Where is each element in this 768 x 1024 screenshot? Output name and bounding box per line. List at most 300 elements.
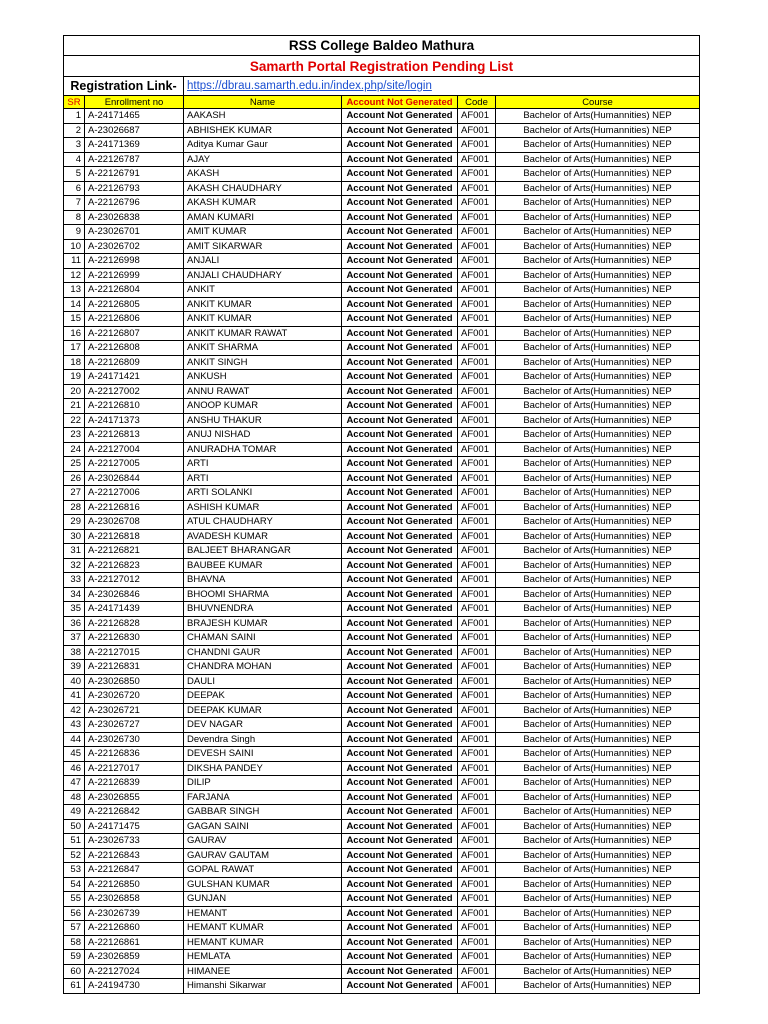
sr-cell: 38 xyxy=(64,645,85,660)
sr-cell: 21 xyxy=(64,399,85,414)
status-cell: Account Not Generated xyxy=(342,355,458,370)
sr-cell: 54 xyxy=(64,877,85,892)
name-cell: DEVESH SAINI xyxy=(184,747,342,762)
course-cell: Bachelor of Arts(Humannities) NEP xyxy=(496,964,700,979)
enrollment-cell: A-22126805 xyxy=(85,297,184,312)
status-cell: Account Not Generated xyxy=(342,283,458,298)
sr-cell: 61 xyxy=(64,979,85,994)
sr-cell: 48 xyxy=(64,790,85,805)
sr-cell: 32 xyxy=(64,558,85,573)
table-row xyxy=(64,790,700,805)
code-cell: AF001 xyxy=(458,602,496,617)
status-cell: Account Not Generated xyxy=(342,747,458,762)
code-cell: AF001 xyxy=(458,370,496,385)
name-cell: GABBAR SINGH xyxy=(184,805,342,820)
table-row xyxy=(64,674,700,689)
course-cell: Bachelor of Arts(Humannities) NEP xyxy=(496,123,700,138)
code-cell: AF001 xyxy=(458,486,496,501)
status-cell: Account Not Generated xyxy=(342,805,458,820)
enrollment-cell: A-22126796 xyxy=(85,196,184,211)
status-cell: Account Not Generated xyxy=(342,674,458,689)
pending-list-table xyxy=(63,35,700,994)
name-cell: AMAN KUMARI xyxy=(184,210,342,225)
sr-cell: 28 xyxy=(64,500,85,515)
enrollment-cell: A-22126836 xyxy=(85,747,184,762)
name-cell: BHOOMI SHARMA xyxy=(184,587,342,602)
sr-cell: 60 xyxy=(64,964,85,979)
course-cell: Bachelor of Arts(Humannities) NEP xyxy=(496,819,700,834)
table-row xyxy=(64,544,700,559)
sr-cell: 55 xyxy=(64,892,85,907)
table-row xyxy=(64,486,700,501)
table-row xyxy=(64,979,700,994)
name-cell: ANSHU THAKUR xyxy=(184,413,342,428)
enrollment-cell: A-22126823 xyxy=(85,558,184,573)
enrollment-cell: A-24171465 xyxy=(85,109,184,124)
enrollment-cell: A-23026720 xyxy=(85,689,184,704)
table-row xyxy=(64,312,700,327)
course-cell: Bachelor of Arts(Humannities) NEP xyxy=(496,848,700,863)
code-cell: AF001 xyxy=(458,500,496,515)
name-cell: AVADESH KUMAR xyxy=(184,529,342,544)
code-cell: AF001 xyxy=(458,631,496,646)
name-cell: ANUJ NISHAD xyxy=(184,428,342,443)
college-title: RSS College Baldeo Mathura xyxy=(64,36,700,56)
name-cell: BHUVNENDRA xyxy=(184,602,342,617)
name-cell: ABHISHEK KUMAR xyxy=(184,123,342,138)
course-cell: Bachelor of Arts(Humannities) NEP xyxy=(496,805,700,820)
table-row xyxy=(64,138,700,153)
enrollment-cell: A-23026859 xyxy=(85,950,184,965)
table-row xyxy=(64,341,700,356)
enrollment-cell: A-22126860 xyxy=(85,921,184,936)
code-cell: AF001 xyxy=(458,196,496,211)
sr-cell: 57 xyxy=(64,921,85,936)
enrollment-cell: A-22126831 xyxy=(85,660,184,675)
enrollment-cell: A-22126843 xyxy=(85,848,184,863)
enrollment-cell: A-22126821 xyxy=(85,544,184,559)
table-row xyxy=(64,413,700,428)
subtitle-row xyxy=(64,56,700,77)
table-row xyxy=(64,732,700,747)
enrollment-cell: A-23026730 xyxy=(85,732,184,747)
name-cell: AAKASH xyxy=(184,109,342,124)
column-header-sr: SR xyxy=(64,96,85,109)
column-header-enrollment: Enrollment no xyxy=(85,96,184,109)
code-cell: AF001 xyxy=(458,718,496,733)
course-cell: Bachelor of Arts(Humannities) NEP xyxy=(496,152,700,167)
table-row xyxy=(64,442,700,457)
enrollment-cell: A-22126861 xyxy=(85,935,184,950)
course-cell: Bachelor of Arts(Humannities) NEP xyxy=(496,529,700,544)
sr-cell: 26 xyxy=(64,471,85,486)
sr-cell: 22 xyxy=(64,413,85,428)
code-cell: AF001 xyxy=(458,587,496,602)
name-cell: GUNJAN xyxy=(184,892,342,907)
enrollment-cell: A-22126807 xyxy=(85,326,184,341)
name-cell: BAUBEE KUMAR xyxy=(184,558,342,573)
status-cell: Account Not Generated xyxy=(342,602,458,617)
enrollment-cell: A-24171475 xyxy=(85,819,184,834)
table-row xyxy=(64,921,700,936)
name-cell: ANNU RAWAT xyxy=(184,384,342,399)
status-cell: Account Not Generated xyxy=(342,428,458,443)
code-cell: AF001 xyxy=(458,921,496,936)
status-cell: Account Not Generated xyxy=(342,877,458,892)
sr-cell: 11 xyxy=(64,254,85,269)
status-cell: Account Not Generated xyxy=(342,703,458,718)
status-cell: Account Not Generated xyxy=(342,935,458,950)
enrollment-cell: A-22126806 xyxy=(85,312,184,327)
table-row xyxy=(64,892,700,907)
name-cell: HIMANEE xyxy=(184,964,342,979)
sr-cell: 10 xyxy=(64,239,85,254)
code-cell: AF001 xyxy=(458,906,496,921)
code-cell: AF001 xyxy=(458,181,496,196)
status-cell: Account Not Generated xyxy=(342,819,458,834)
status-cell: Account Not Generated xyxy=(342,239,458,254)
enrollment-cell: A-22126816 xyxy=(85,500,184,515)
status-cell: Account Not Generated xyxy=(342,732,458,747)
table-row xyxy=(64,863,700,878)
sr-cell: 29 xyxy=(64,515,85,530)
code-cell: AF001 xyxy=(458,573,496,588)
course-cell: Bachelor of Arts(Humannities) NEP xyxy=(496,718,700,733)
name-cell: GAURAV GAUTAM xyxy=(184,848,342,863)
name-cell: DAULI xyxy=(184,674,342,689)
name-cell: ANKIT KUMAR xyxy=(184,312,342,327)
course-cell: Bachelor of Arts(Humannities) NEP xyxy=(496,515,700,530)
sr-cell: 15 xyxy=(64,312,85,327)
status-cell: Account Not Generated xyxy=(342,370,458,385)
course-cell: Bachelor of Arts(Humannities) NEP xyxy=(496,732,700,747)
table-row xyxy=(64,834,700,849)
column-header-course: Course xyxy=(496,96,700,109)
code-cell: AF001 xyxy=(458,848,496,863)
registration-row xyxy=(64,77,700,96)
status-cell: Account Not Generated xyxy=(342,645,458,660)
course-cell: Bachelor of Arts(Humannities) NEP xyxy=(496,471,700,486)
course-cell: Bachelor of Arts(Humannities) NEP xyxy=(496,486,700,501)
status-cell: Account Not Generated xyxy=(342,631,458,646)
enrollment-cell: A-23026701 xyxy=(85,225,184,240)
sr-cell: 34 xyxy=(64,587,85,602)
sr-cell: 5 xyxy=(64,167,85,182)
sr-cell: 46 xyxy=(64,761,85,776)
table-row xyxy=(64,384,700,399)
table-row xyxy=(64,747,700,762)
code-cell: AF001 xyxy=(458,109,496,124)
enrollment-cell: A-22126828 xyxy=(85,616,184,631)
table-row xyxy=(64,805,700,820)
name-cell: ANJALI xyxy=(184,254,342,269)
name-cell: BALJEET BHARANGAR xyxy=(184,544,342,559)
status-cell: Account Not Generated xyxy=(342,776,458,791)
course-cell: Bachelor of Arts(Humannities) NEP xyxy=(496,877,700,892)
sr-cell: 2 xyxy=(64,123,85,138)
name-cell: FARJANA xyxy=(184,790,342,805)
name-cell: ANKIT SINGH xyxy=(184,355,342,370)
table-row xyxy=(64,645,700,660)
code-cell: AF001 xyxy=(458,152,496,167)
table-row xyxy=(64,196,700,211)
column-header-status: Account Not Generated xyxy=(342,96,458,109)
table-row xyxy=(64,152,700,167)
enrollment-cell: A-22127012 xyxy=(85,573,184,588)
sr-cell: 1 xyxy=(64,109,85,124)
table-row xyxy=(64,268,700,283)
code-cell: AF001 xyxy=(458,384,496,399)
course-cell: Bachelor of Arts(Humannities) NEP xyxy=(496,573,700,588)
sr-cell: 47 xyxy=(64,776,85,791)
sr-cell: 6 xyxy=(64,181,85,196)
course-cell: Bachelor of Arts(Humannities) NEP xyxy=(496,616,700,631)
name-cell: ARTI SOLANKI xyxy=(184,486,342,501)
name-cell: DEEPAK xyxy=(184,689,342,704)
table-row xyxy=(64,471,700,486)
course-cell: Bachelor of Arts(Humannities) NEP xyxy=(496,326,700,341)
sr-cell: 33 xyxy=(64,573,85,588)
enrollment-cell: A-22127006 xyxy=(85,486,184,501)
enrollment-cell: A-22127002 xyxy=(85,384,184,399)
enrollment-cell: A-23026721 xyxy=(85,703,184,718)
table-row xyxy=(64,689,700,704)
sr-cell: 31 xyxy=(64,544,85,559)
sr-cell: 24 xyxy=(64,442,85,457)
code-cell: AF001 xyxy=(458,297,496,312)
enrollment-cell: A-22126809 xyxy=(85,355,184,370)
course-cell: Bachelor of Arts(Humannities) NEP xyxy=(496,558,700,573)
table-row xyxy=(64,109,700,124)
status-cell: Account Not Generated xyxy=(342,718,458,733)
title-row xyxy=(64,36,700,56)
code-cell: AF001 xyxy=(458,167,496,182)
code-cell: AF001 xyxy=(458,413,496,428)
table-row xyxy=(64,819,700,834)
enrollment-cell: A-22126810 xyxy=(85,399,184,414)
code-cell: AF001 xyxy=(458,138,496,153)
code-cell: AF001 xyxy=(458,312,496,327)
code-cell: AF001 xyxy=(458,529,496,544)
name-cell: ATUL CHAUDHARY xyxy=(184,515,342,530)
name-cell: BRAJESH KUMAR xyxy=(184,616,342,631)
course-cell: Bachelor of Arts(Humannities) NEP xyxy=(496,935,700,950)
name-cell: HEMLATA xyxy=(184,950,342,965)
table-row xyxy=(64,167,700,182)
status-cell: Account Not Generated xyxy=(342,196,458,211)
enrollment-cell: A-22126839 xyxy=(85,776,184,791)
name-cell: ASHISH KUMAR xyxy=(184,500,342,515)
status-cell: Account Not Generated xyxy=(342,529,458,544)
status-cell: Account Not Generated xyxy=(342,950,458,965)
status-cell: Account Not Generated xyxy=(342,689,458,704)
registration-label: Registration Link- xyxy=(64,77,184,96)
table-row xyxy=(64,355,700,370)
enrollment-cell: A-22127004 xyxy=(85,442,184,457)
name-cell: BHAVNA xyxy=(184,573,342,588)
course-cell: Bachelor of Arts(Humannities) NEP xyxy=(496,399,700,414)
name-cell: ANKIT KUMAR xyxy=(184,297,342,312)
code-cell: AF001 xyxy=(458,239,496,254)
name-cell: ARTI xyxy=(184,457,342,472)
code-cell: AF001 xyxy=(458,210,496,225)
list-subtitle: Samarth Portal Registration Pending List xyxy=(64,56,700,77)
code-cell: AF001 xyxy=(458,892,496,907)
status-cell: Account Not Generated xyxy=(342,297,458,312)
enrollment-cell: A-23026855 xyxy=(85,790,184,805)
code-cell: AF001 xyxy=(458,558,496,573)
enrollment-cell: A-22126793 xyxy=(85,181,184,196)
course-cell: Bachelor of Arts(Humannities) NEP xyxy=(496,776,700,791)
course-cell: Bachelor of Arts(Humannities) NEP xyxy=(496,834,700,849)
code-cell: AF001 xyxy=(458,645,496,660)
table-row xyxy=(64,718,700,733)
course-cell: Bachelor of Arts(Humannities) NEP xyxy=(496,167,700,182)
status-cell: Account Not Generated xyxy=(342,225,458,240)
code-cell: AF001 xyxy=(458,979,496,994)
sr-cell: 42 xyxy=(64,703,85,718)
sr-cell: 30 xyxy=(64,529,85,544)
status-cell: Account Not Generated xyxy=(342,181,458,196)
name-cell: CHANDRA MOHAN xyxy=(184,660,342,675)
table-row xyxy=(64,225,700,240)
code-cell: AF001 xyxy=(458,515,496,530)
code-cell: AF001 xyxy=(458,254,496,269)
code-cell: AF001 xyxy=(458,703,496,718)
column-header-code: Code xyxy=(458,96,496,109)
sr-cell: 3 xyxy=(64,138,85,153)
sr-cell: 19 xyxy=(64,370,85,385)
course-cell: Bachelor of Arts(Humannities) NEP xyxy=(496,660,700,675)
status-cell: Account Not Generated xyxy=(342,254,458,269)
sr-cell: 25 xyxy=(64,457,85,472)
course-cell: Bachelor of Arts(Humannities) NEP xyxy=(496,181,700,196)
course-cell: Bachelor of Arts(Humannities) NEP xyxy=(496,442,700,457)
sr-cell: 50 xyxy=(64,819,85,834)
course-cell: Bachelor of Arts(Humannities) NEP xyxy=(496,500,700,515)
course-cell: Bachelor of Arts(Humannities) NEP xyxy=(496,689,700,704)
table-row xyxy=(64,254,700,269)
enrollment-cell: A-23026739 xyxy=(85,906,184,921)
name-cell: GULSHAN KUMAR xyxy=(184,877,342,892)
enrollment-cell: A-22126813 xyxy=(85,428,184,443)
code-cell: AF001 xyxy=(458,123,496,138)
enrollment-cell: A-23026846 xyxy=(85,587,184,602)
code-cell: AF001 xyxy=(458,776,496,791)
name-cell: DEV NAGAR xyxy=(184,718,342,733)
code-cell: AF001 xyxy=(458,283,496,298)
status-cell: Account Not Generated xyxy=(342,413,458,428)
enrollment-cell: A-23026727 xyxy=(85,718,184,733)
name-cell: AKASH KUMAR xyxy=(184,196,342,211)
name-cell: CHANDNI GAUR xyxy=(184,645,342,660)
enrollment-cell: A-24194730 xyxy=(85,979,184,994)
course-cell: Bachelor of Arts(Humannities) NEP xyxy=(496,283,700,298)
enrollment-cell: A-24171439 xyxy=(85,602,184,617)
status-cell: Account Not Generated xyxy=(342,442,458,457)
status-cell: Account Not Generated xyxy=(342,573,458,588)
course-cell: Bachelor of Arts(Humannities) NEP xyxy=(496,355,700,370)
status-cell: Account Not Generated xyxy=(342,152,458,167)
sr-cell: 52 xyxy=(64,848,85,863)
column-header-row xyxy=(64,96,700,109)
enrollment-cell: A-23026844 xyxy=(85,471,184,486)
table-row xyxy=(64,210,700,225)
sr-cell: 17 xyxy=(64,341,85,356)
table-row xyxy=(64,616,700,631)
code-cell: AF001 xyxy=(458,225,496,240)
name-cell: ANJALI CHAUDHARY xyxy=(184,268,342,283)
enrollment-cell: A-22127005 xyxy=(85,457,184,472)
status-cell: Account Not Generated xyxy=(342,268,458,283)
sr-cell: 43 xyxy=(64,718,85,733)
status-cell: Account Not Generated xyxy=(342,123,458,138)
status-cell: Account Not Generated xyxy=(342,834,458,849)
sr-cell: 51 xyxy=(64,834,85,849)
status-cell: Account Not Generated xyxy=(342,326,458,341)
sr-cell: 16 xyxy=(64,326,85,341)
table-row xyxy=(64,848,700,863)
table-row xyxy=(64,964,700,979)
status-cell: Account Not Generated xyxy=(342,471,458,486)
name-cell: HEMANT KUMAR xyxy=(184,921,342,936)
name-cell: ANKIT SHARMA xyxy=(184,341,342,356)
course-cell: Bachelor of Arts(Humannities) NEP xyxy=(496,587,700,602)
table-row xyxy=(64,457,700,472)
sr-cell: 9 xyxy=(64,225,85,240)
code-cell: AF001 xyxy=(458,732,496,747)
course-cell: Bachelor of Arts(Humannities) NEP xyxy=(496,979,700,994)
status-cell: Account Not Generated xyxy=(342,964,458,979)
table-row xyxy=(64,950,700,965)
enrollment-cell: A-22126998 xyxy=(85,254,184,269)
name-cell: AJAY xyxy=(184,152,342,167)
table-row xyxy=(64,631,700,646)
status-cell: Account Not Generated xyxy=(342,109,458,124)
enrollment-cell: A-22127017 xyxy=(85,761,184,776)
code-cell: AF001 xyxy=(458,428,496,443)
enrollment-cell: A-24171373 xyxy=(85,413,184,428)
sr-cell: 41 xyxy=(64,689,85,704)
enrollment-cell: A-22126818 xyxy=(85,529,184,544)
table-row xyxy=(64,558,700,573)
name-cell: Aditya Kumar Gaur xyxy=(184,138,342,153)
status-cell: Account Not Generated xyxy=(342,848,458,863)
enrollment-cell: A-22126850 xyxy=(85,877,184,892)
status-cell: Account Not Generated xyxy=(342,486,458,501)
name-cell: HEMANT KUMAR xyxy=(184,935,342,950)
enrollment-cell: A-24171369 xyxy=(85,138,184,153)
status-cell: Account Not Generated xyxy=(342,558,458,573)
sr-cell: 58 xyxy=(64,935,85,950)
course-cell: Bachelor of Arts(Humannities) NEP xyxy=(496,703,700,718)
sr-cell: 12 xyxy=(64,268,85,283)
status-cell: Account Not Generated xyxy=(342,660,458,675)
table-row xyxy=(64,776,700,791)
table-row xyxy=(64,428,700,443)
sr-cell: 40 xyxy=(64,674,85,689)
status-cell: Account Not Generated xyxy=(342,312,458,327)
course-cell: Bachelor of Arts(Humannities) NEP xyxy=(496,239,700,254)
enrollment-cell: A-24171421 xyxy=(85,370,184,385)
course-cell: Bachelor of Arts(Humannities) NEP xyxy=(496,138,700,153)
code-cell: AF001 xyxy=(458,834,496,849)
registration-link[interactable]: https://dbrau.samarth.edu.in/index.php/site/login xyxy=(187,80,432,92)
course-cell: Bachelor of Arts(Humannities) NEP xyxy=(496,254,700,269)
table-row xyxy=(64,587,700,602)
sr-cell: 20 xyxy=(64,384,85,399)
enrollment-cell: A-22127015 xyxy=(85,645,184,660)
